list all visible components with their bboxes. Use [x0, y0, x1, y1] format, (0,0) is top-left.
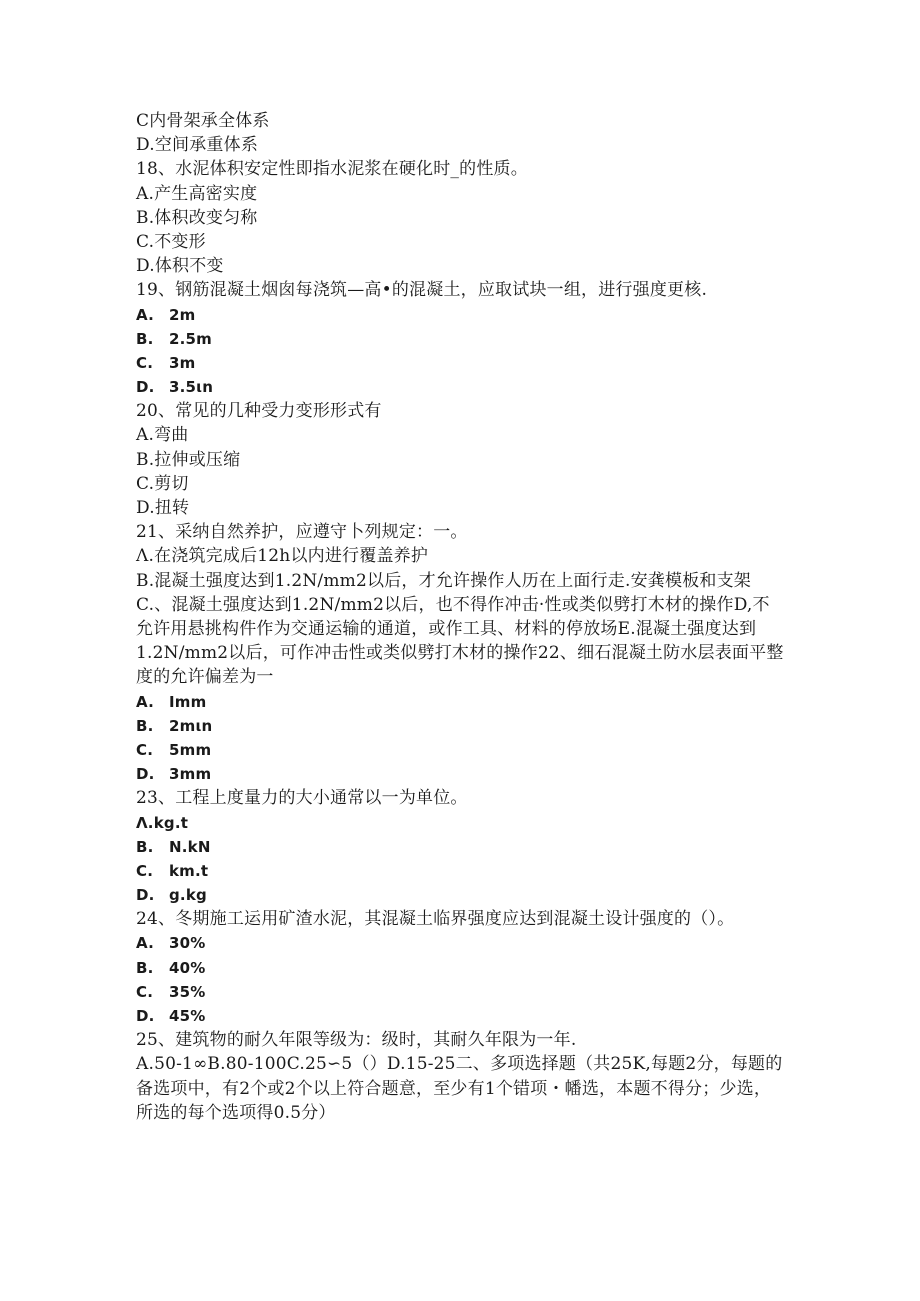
option-d-18: D.体积不变: [136, 256, 224, 277]
option-c-17: C内骨架承全体系: [136, 111, 270, 131]
option-label: A.: [136, 305, 154, 324]
option-a-21: Λ.在浇筑完成后12h以内进行覆盖养护: [136, 546, 429, 567]
option-label: C.: [136, 740, 154, 759]
option-value: Imm: [169, 692, 207, 711]
option-a-18: A.产生高密实度: [136, 183, 258, 204]
option-value: 5mm: [169, 740, 212, 759]
option-label: D.: [136, 1007, 155, 1026]
option-value: N.kN: [169, 837, 211, 856]
question-24: 24、冬期施工运用矿渣水泥，其混凝土临界强度应达到混凝土设计强度的（）。: [136, 909, 735, 930]
option-label: D.: [136, 378, 155, 397]
option-label: B.: [136, 329, 154, 348]
option-label: C.: [136, 982, 154, 1001]
option-d-23: [136, 883, 796, 907]
option-value: km.t: [169, 861, 209, 880]
option-value: 3.5ιn: [169, 378, 214, 397]
option-b-19: [136, 327, 796, 351]
question-20: 20、常见的几种受力变形形式有: [136, 401, 382, 422]
option-label: B.: [136, 958, 154, 977]
option-d-24: [136, 1004, 796, 1028]
option-label: A.: [136, 934, 154, 953]
option-value: 45%: [169, 1007, 206, 1026]
question-21: 21、采纳自然养护，应遵守卜列规定：一。: [136, 522, 468, 543]
option-value: g.kg: [169, 886, 207, 905]
option-c-21-and-question-22: C.、混凝土强度达到1.2N/mm2以后，也不得作冲击·性或类似劈打木材的操作D,不允许用悬挑构件作为交通运输的通道，或作工具、材料的停放场E.混凝土强度达到1.2N/mm2以后，可作冲击性或类似劈打木材的操作22、细石混凝土防水层表面平整度的允许偏差为一: [136, 594, 784, 688]
option-value: 3m: [169, 353, 196, 372]
option-b-18: B.体积改变匀称: [136, 207, 258, 228]
question-18: 18、水泥体积安定性即指水泥浆在硬化时_的性质。: [136, 159, 528, 180]
options-25-and-section-2-header: A.50-1∞B.80-100C.25∽5（）D.15-25二、多项选择题（共25K,每题2分，每题的备选项中，有2个或2个以上符合题意，至少有1个错项・幡选，本题不得分；少选，所选的每个选项得0.5分）: [136, 1054, 783, 1123]
option-b-21: B.混凝土强度达到1.2N/mm2以后，才允许操作人历在上面行走.安龚模板和支架: [136, 570, 751, 591]
option-d-22: [136, 762, 796, 786]
option-value: Λ.kg.t: [136, 813, 189, 832]
option-label: A.: [136, 692, 154, 711]
option-label: B.: [136, 837, 154, 856]
option-value: 2.5m: [169, 329, 213, 348]
option-c-20: C.剪切: [136, 473, 189, 494]
option-c-24: [136, 980, 796, 1004]
option-a-23: [136, 811, 796, 835]
option-value: 2m: [169, 305, 196, 324]
question-23: 23、工程上度量力的大小通常以一为单位。: [136, 788, 468, 809]
option-d-20: D.扭转: [136, 498, 190, 518]
option-value: 30%: [169, 934, 206, 953]
option-b-24: [136, 956, 796, 980]
option-label: C.: [136, 861, 154, 880]
option-a-20: A.弯曲: [136, 425, 189, 446]
option-label: D.: [136, 886, 155, 905]
option-c-22: [136, 738, 796, 762]
document-page: [136, 109, 796, 1125]
option-label: D.: [136, 765, 155, 784]
option-label: B.: [136, 716, 154, 735]
option-a-19: [136, 303, 796, 327]
option-b-23: [136, 835, 796, 859]
option-c-19: [136, 351, 796, 375]
question-19: 19、钢筋混凝土烟囱每浇筑—高•的混凝土，应取试块一组，进行强度更核.: [136, 280, 708, 301]
option-c-18: C.不变形: [136, 231, 206, 252]
option-label: C.: [136, 353, 154, 372]
option-value: 40%: [169, 958, 206, 977]
option-d-19: [136, 375, 796, 399]
option-c-23: [136, 859, 796, 883]
option-a-22: [136, 690, 796, 714]
option-b-20: B.拉伸或压缩: [136, 449, 241, 470]
question-25: 25、建筑物的耐久年限等级为：级时，其耐久年限为一年.: [136, 1030, 577, 1051]
option-value: 35%: [169, 982, 206, 1001]
option-a-24: [136, 931, 796, 955]
option-d-17: D.空间承重体系: [136, 135, 259, 156]
option-value: 2mιn: [169, 716, 213, 735]
option-value: 3mm: [169, 765, 212, 784]
option-b-22: [136, 714, 796, 738]
